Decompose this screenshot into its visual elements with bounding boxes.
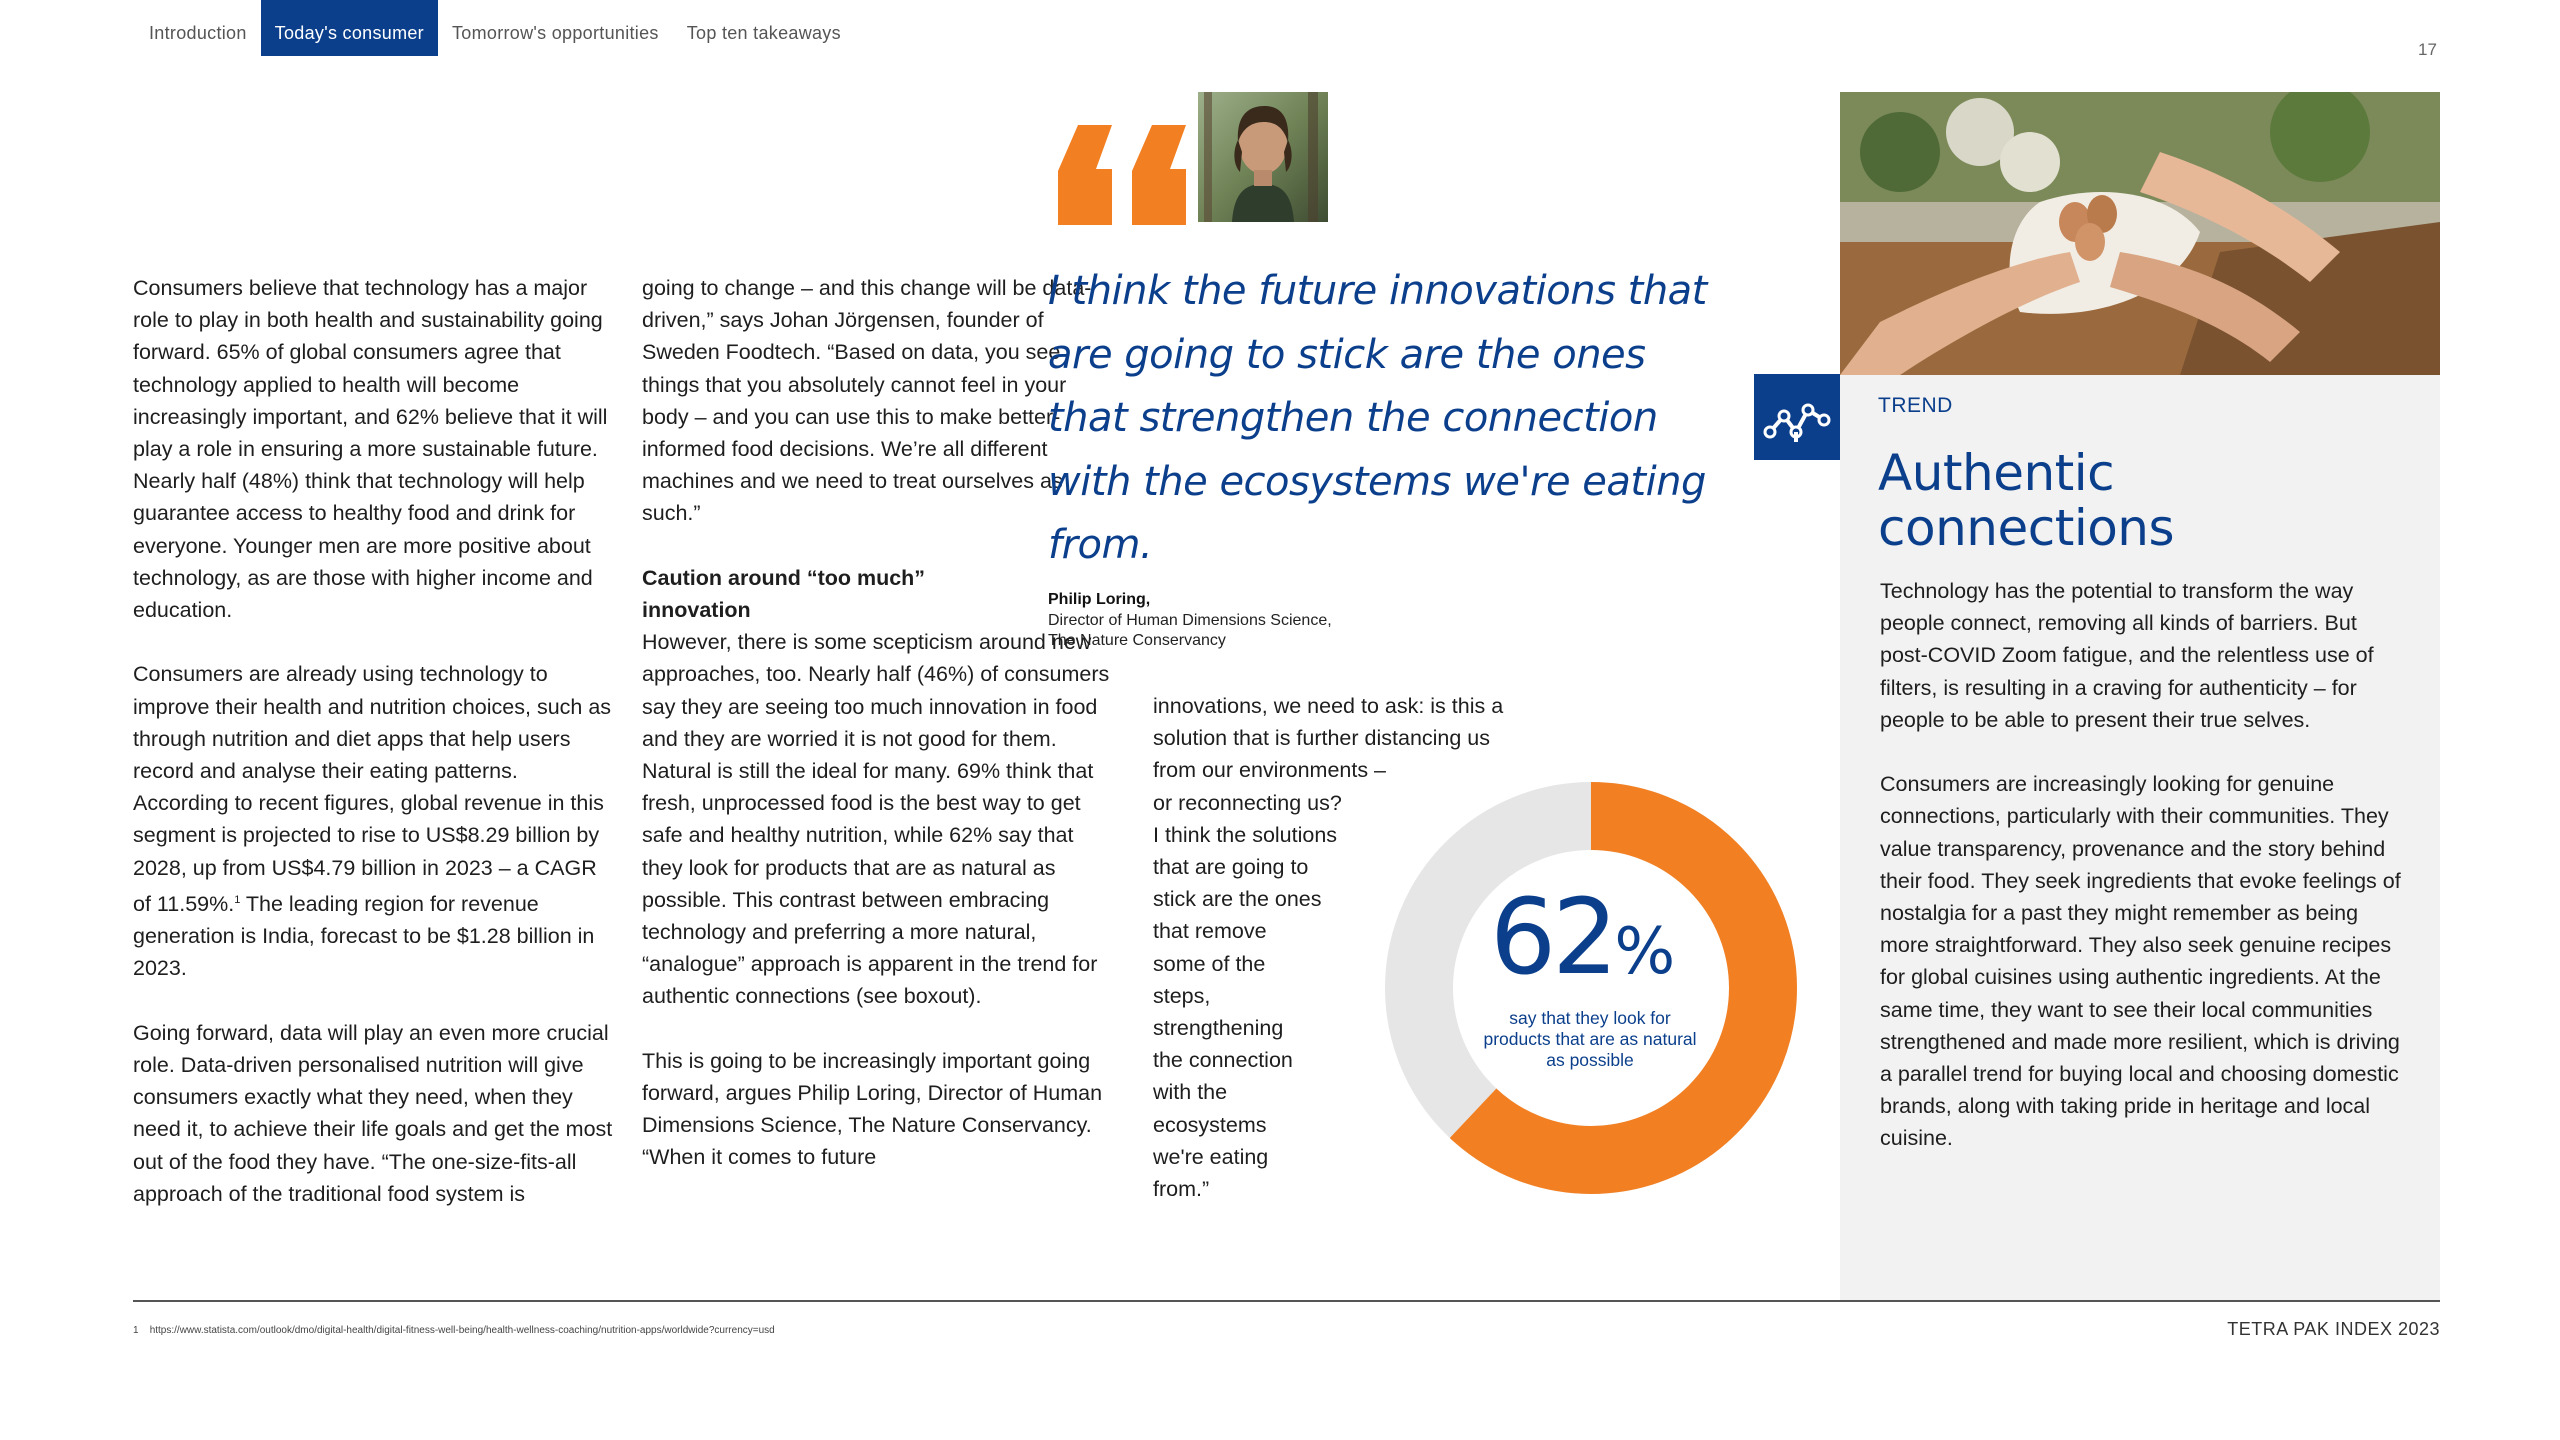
stat-unit: % bbox=[1614, 915, 1676, 989]
trend-network-icon bbox=[1754, 374, 1840, 460]
quote-mark-icon bbox=[1058, 125, 1186, 225]
tab-tomorrows-opportunities[interactable]: Tomorrow's opportunities bbox=[451, 23, 659, 43]
stat-caption: say that they look for products that are as natural as possible bbox=[1483, 1008, 1697, 1070]
trend-paragraph-1: Technology has the potential to transform the way people connect, removing all kinds of barriers. But post-COVID Zoom fatigue, and the relentless use of filters, is resulting in a craving for authenticity – for people to be able to present their true selves. bbox=[1880, 579, 2374, 732]
footnote-link[interactable]: https://www.statista.com/outlook/dmo/digital-health/digital-fitness-well-being/health-wellness-coaching/nutrition-apps/worldwide?currency=usd bbox=[149, 1325, 775, 1336]
col3-line: ecosystems bbox=[1153, 1112, 1267, 1137]
col3-line: that remove bbox=[1153, 919, 1267, 944]
footnote-number: 1 bbox=[133, 1325, 139, 1336]
col3-line: or reconnecting us? bbox=[1153, 790, 1342, 815]
caution-subhead: Caution around “too much” innovation bbox=[642, 565, 926, 623]
col3-line: strengthening bbox=[1153, 1016, 1284, 1041]
stat-number: 62 bbox=[1490, 876, 1615, 998]
col2-paragraph-2: However, there is some scepticism around new approaches, too. Nearly half (46%) of consumers say they are seeing too much innovation in food and they are worried it is not good for them. Natural is still the ideal for many. 69% think that fresh, unprocessed food is the best way to get safe and healthy nutrition, while 62% say that they look for products that are as natural as possible. This contrast between embracing technology and preferring a more natural, “analogue” approach is apparent in the trend for authentic connections (see boxout). bbox=[642, 630, 1110, 1009]
column-2 bbox=[642, 272, 1116, 1174]
quote-role-line-2: The Nature Conservancy bbox=[1048, 632, 1226, 649]
footer-divider bbox=[133, 1300, 2440, 1302]
col2-paragraph-1: going to change – and this change will be data-driven,” says Johan Jörgensen, founder of Sweden Foodtech. “Based on data, you see things that you absolutely cannot feel in your body – and you can use this to make better-informed food decisions. We’re all different machines and we need to treat ourselves as such.” bbox=[642, 276, 1092, 526]
col3-line: I think the solutions bbox=[1153, 822, 1338, 847]
trend-label: TREND bbox=[1878, 394, 1953, 417]
tab-todays-consumer[interactable]: Today's consumer bbox=[261, 0, 438, 56]
portrait-photo bbox=[1198, 92, 1328, 222]
market-photo bbox=[1840, 92, 2440, 375]
col1-p2-text: Consumers are already using technology to improve their health and nutrition choices, such as through nutrition and diet apps that help users record and analyse their eating patterns. According to recent figures, global revenue in this segment is projected to rise to US$8.29 billion by 2028, up from US$4.79 billion in 2023 – a CAGR of 11.59%. bbox=[133, 662, 612, 916]
footnote-ref[interactable]: 1 bbox=[234, 893, 241, 906]
top-nav bbox=[135, 0, 855, 56]
footer-brand: TETRA PAK INDEX 2023 bbox=[2227, 1319, 2440, 1339]
col3-line: some of the bbox=[1153, 951, 1266, 976]
col3-line: steps, bbox=[1153, 983, 1211, 1008]
quote-role-line-1: Director of Human Dimensions Science, bbox=[1048, 612, 1332, 629]
tab-introduction[interactable]: Introduction bbox=[149, 23, 247, 43]
pull-quote: I think the future innovations that are going to stick are the ones that strengthen the connection with the ecosystems we're eating from. bbox=[1048, 268, 1707, 568]
tab-top-ten-takeaways[interactable]: Top ten takeaways bbox=[686, 23, 841, 43]
col3-line: solution that is further distancing us bbox=[1153, 726, 1491, 751]
quote-author-role bbox=[1048, 611, 1332, 651]
trend-paragraph-2: Consumers are increasingly looking for genuine connections, particularly with their communities. They value transparency, provenance and the story behind their food. They seek ingredients that evoke feelings of nostalgia for a past they might remember as being more straightforward. They also seek genuine recipes for global cuisines using authentic ingredients. At the same time, they want to see their local communities strengthened and made more resilient, which is driving a parallel trend for buying local and choosing domestic brands, along with taking pride in heritage and local cuisine. bbox=[1880, 772, 2401, 1151]
col3-line: we're eating bbox=[1153, 1144, 1269, 1169]
col2-paragraph-3: This is going to be increasingly important going forward, argues Philip Loring, Director of Human Dimensions Science, The Nature Conservancy. “When it comes to future bbox=[642, 1048, 1103, 1170]
stat-value bbox=[1490, 876, 1676, 998]
col1-paragraph-1: Consumers believe that technology has a major role to play in both health and sustainability going forward. 65% of global consumers agree that technology applied to health will become increasingly important, and 62% believe that it will play a role in ensuring a more sustainable future. Nearly half (48%) think that technology will help guarantee access to healthy food and drink for everyone. Younger men are more positive about technology, as are those with higher income and education. bbox=[133, 276, 608, 623]
trend-body bbox=[1880, 575, 2405, 1155]
col1-p2-end: The leading region for revenue generation is India, forecast to be $1.28 billion in 2023. bbox=[133, 892, 595, 981]
footnote bbox=[133, 1325, 775, 1336]
page-number: 17 bbox=[2418, 40, 2437, 59]
col1-paragraph-2 bbox=[133, 658, 613, 984]
col3-line: from.” bbox=[1153, 1177, 1210, 1202]
column-1 bbox=[133, 272, 613, 1210]
col3-line: that are going to bbox=[1153, 855, 1309, 880]
col1-paragraph-3: Going forward, data will play an even more crucial role. Data-driven personalised nutrition will give consumers exactly what they need, when they need it, to achieve their life goals and get the most out of the food they have. “The one-size-fits-all approach of the traditional food system is bbox=[133, 1020, 613, 1206]
col3-line: stick are the ones bbox=[1153, 887, 1322, 912]
quote-author: Philip Loring, bbox=[1048, 591, 1151, 608]
col3-line: innovations, we need to ask: is this a bbox=[1153, 694, 1504, 718]
col3-line: the connection bbox=[1153, 1048, 1293, 1073]
col3-line: with the bbox=[1153, 1080, 1228, 1105]
col3-line: from our environments – bbox=[1153, 758, 1387, 783]
trend-title: Authentic connections bbox=[1878, 444, 2175, 557]
